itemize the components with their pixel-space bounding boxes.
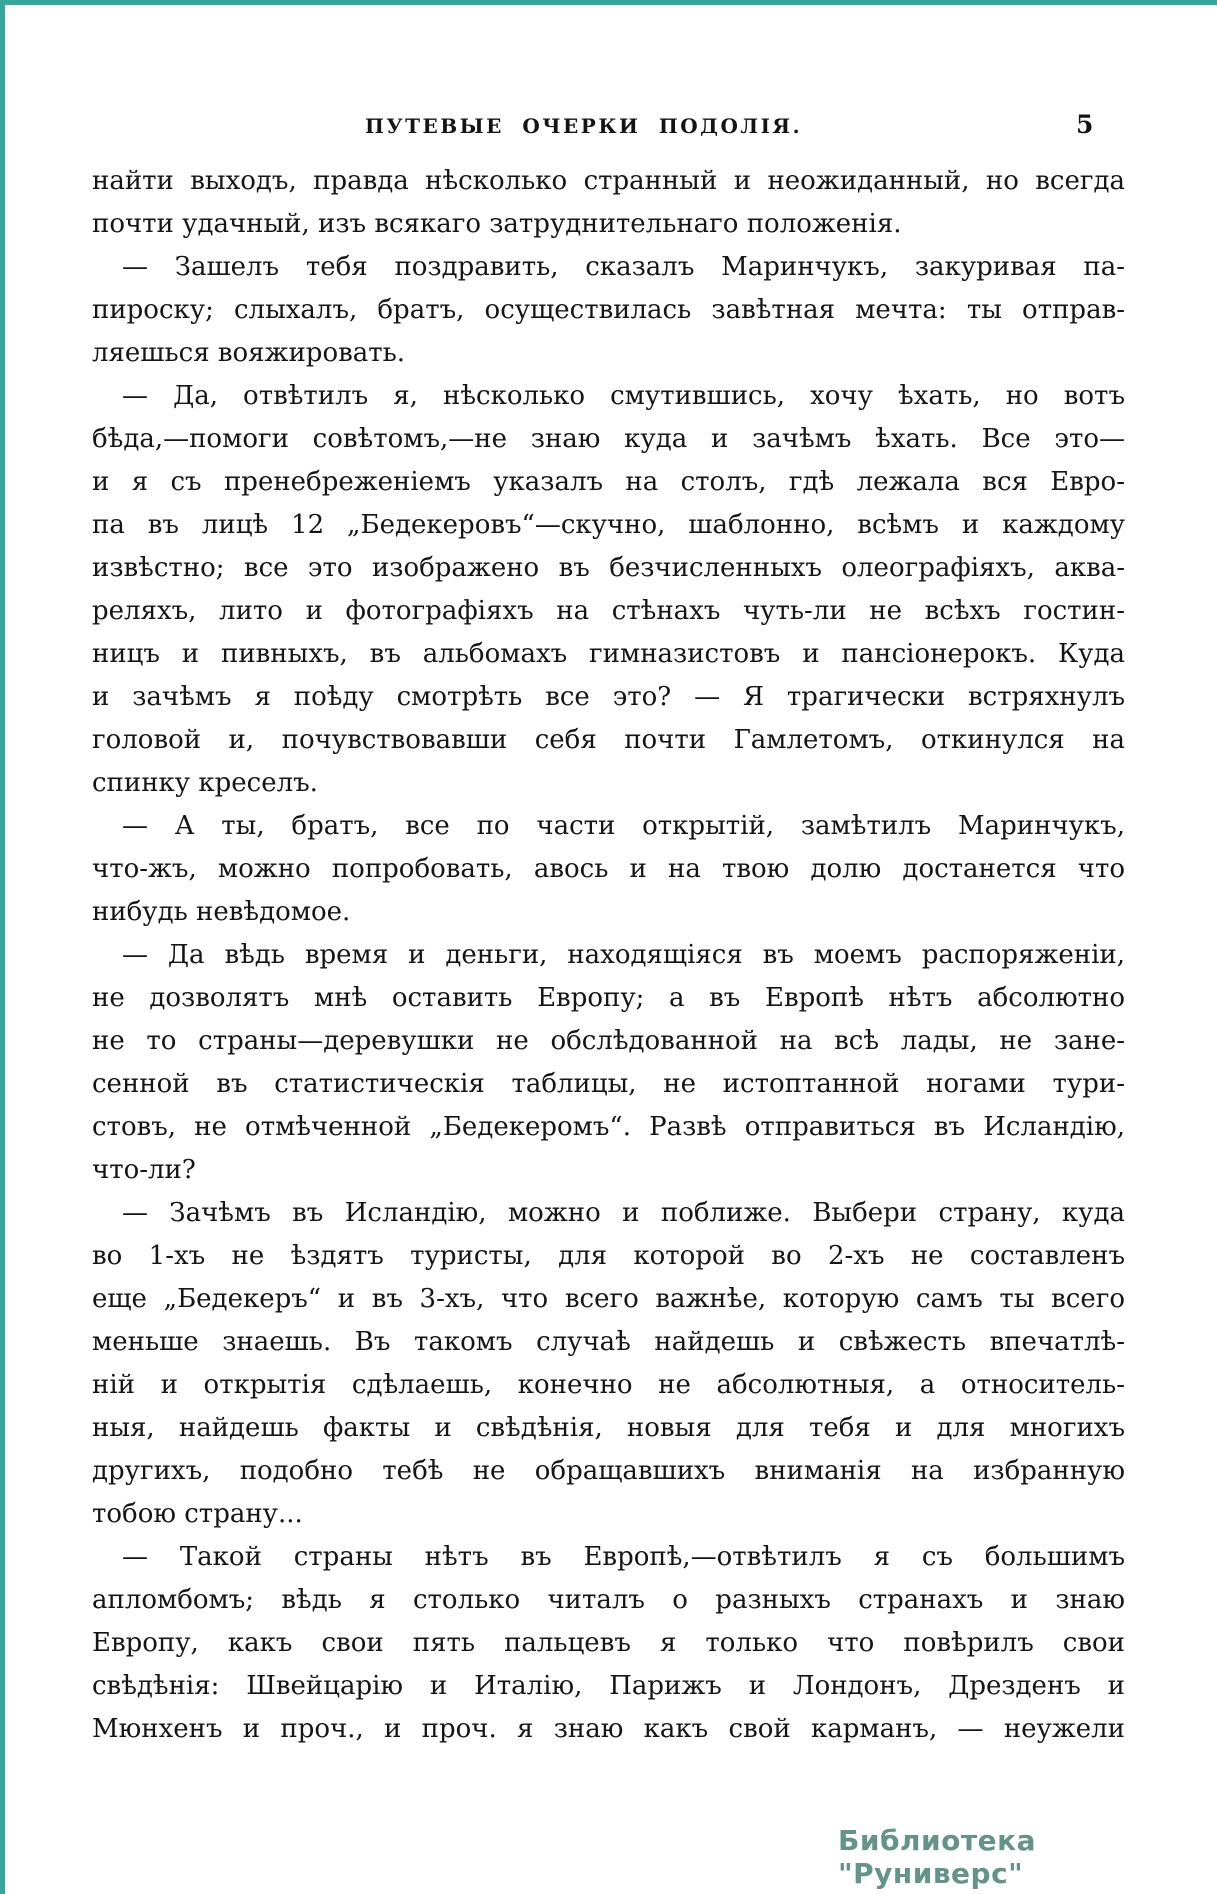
text-line: реляхъ, лито и фотографіяхъ на стѣнахъ чуть-ли не всѣхъ гостин-	[92, 596, 1125, 626]
body-text	[92, 160, 1125, 1751]
text-line: найти выходъ, правда нѣсколько странный и неожиданный, но всегда	[92, 166, 1125, 196]
text-line: — Зачѣмъ въ Исландію, можно и поближе. Выбери страну, куда	[122, 1198, 1125, 1228]
text-line: извѣстно; все это изображено въ безчисленныхъ олеографіяхъ, аква-	[92, 553, 1125, 583]
text-line: и зачѣмъ я поѣду смотрѣть все это? — Я трагически встряхнулъ	[92, 682, 1125, 712]
text-line: во 1-хъ не ѣздятъ туристы, для которой во 2-хъ не составленъ	[92, 1241, 1125, 1271]
text-line: головой и, почувствовавши себя почти Гамлетомъ, откинулся на	[92, 725, 1125, 755]
text-line: стовъ, не отмѣченной „Бедекеромъ“. Развѣ отправиться въ Исландію,	[92, 1112, 1125, 1142]
text-line: другихъ, подобно тебѣ не обращавшихъ вниманія на избранную	[92, 1456, 1125, 1486]
text-line: — Зашелъ тебя поздравить, сказалъ Маринчукъ, закуривая па-	[122, 252, 1125, 282]
text-line: — А ты, братъ, все по части открытій, замѣтилъ Маринчукъ,	[122, 811, 1125, 841]
scan-frame-top-line	[0, 0, 1217, 5]
page-number: 5	[1076, 110, 1094, 139]
text-line: сенной въ статистическія таблицы, не истоптанной ногами тури-	[92, 1069, 1125, 1099]
text-line: нибудь невѣдомое.	[92, 897, 351, 927]
text-line: не дозволятъ мнѣ оставить Европу; а въ Европѣ нѣтъ абсолютно	[92, 983, 1125, 1013]
text-line: бѣда,—помоги совѣтомъ,—не знаю куда и зачѣмъ ѣхать. Все это—	[92, 424, 1125, 454]
running-head-title: ПУТЕВЫЕ ОЧЕРКИ ПОДОЛІЯ.	[364, 114, 803, 138]
text-line: ныя, найдешь факты и свѣдѣнія, новыя для тебя и для многихъ	[92, 1413, 1125, 1443]
text-line: — Да, отвѣтилъ я, нѣсколько смутившись, хочу ѣхать, но вотъ	[122, 381, 1125, 411]
text-line: что-жъ, можно попробовать, авось и на твою долю достанется что	[92, 854, 1125, 884]
text-line: Мюнхенъ и проч., и проч. я знаю какъ свой карманъ, — неужели	[92, 1714, 1125, 1744]
text-line: спинку креселъ.	[92, 768, 318, 798]
text-line: и я съ пренебреженіемъ указалъ на столъ, гдѣ лежала вся Евро-	[92, 467, 1125, 497]
scan-frame-left-line	[0, 0, 5, 1894]
text-line: свѣдѣнія: Швейцарію и Италію, Парижъ и Лондонъ, Дрезденъ и	[92, 1671, 1125, 1701]
text-line: — Такой страны нѣтъ въ Европѣ,—отвѣтилъ я съ большимъ	[122, 1542, 1125, 1572]
text-line: почти удачный, изъ всякаго затруднительнаго положенія.	[92, 209, 902, 239]
text-line: апломбомъ; вѣдь я столько читалъ о разныхъ странахъ и знаю	[92, 1585, 1125, 1615]
text-line: ницъ и пивныхъ, въ альбомахъ гимназистовъ и пансіонерокъ. Куда	[92, 639, 1125, 669]
text-line: па въ лицѣ 12 „Бедекеровъ“—скучно, шаблонно, всѣмъ и каждому	[92, 510, 1125, 540]
text-line: ляешься вояжировать.	[92, 338, 406, 368]
text-line: ній и открытія сдѣлаешь, конечно не абсолютныя, а относитель-	[92, 1370, 1125, 1400]
library-watermark: Библиотека "Руниверс"	[838, 1824, 1036, 1890]
text-line: Европу, какъ свои пять пальцевъ я только что повѣрилъ свои	[92, 1628, 1125, 1658]
text-line: — Да вѣдь время и деньги, находящіяся въ моемъ распоряженіи,	[122, 940, 1125, 970]
text-line: еще „Бедекеръ“ и въ 3-хъ, что всего важнѣе, которую самъ ты всего	[92, 1284, 1125, 1314]
text-line: меньше знаешь. Въ такомъ случаѣ найдешь и свѣжесть впечатлѣ-	[92, 1327, 1125, 1357]
text-line: пироску; слыхалъ, братъ, осуществилась завѣтная мечта: ты отправ-	[92, 295, 1125, 325]
text-line: что-ли?	[92, 1155, 196, 1185]
text-line: не то страны—деревушки не обслѣдованной на всѣ лады, не зане-	[92, 1026, 1125, 1056]
text-line: тобою страну...	[92, 1499, 303, 1529]
